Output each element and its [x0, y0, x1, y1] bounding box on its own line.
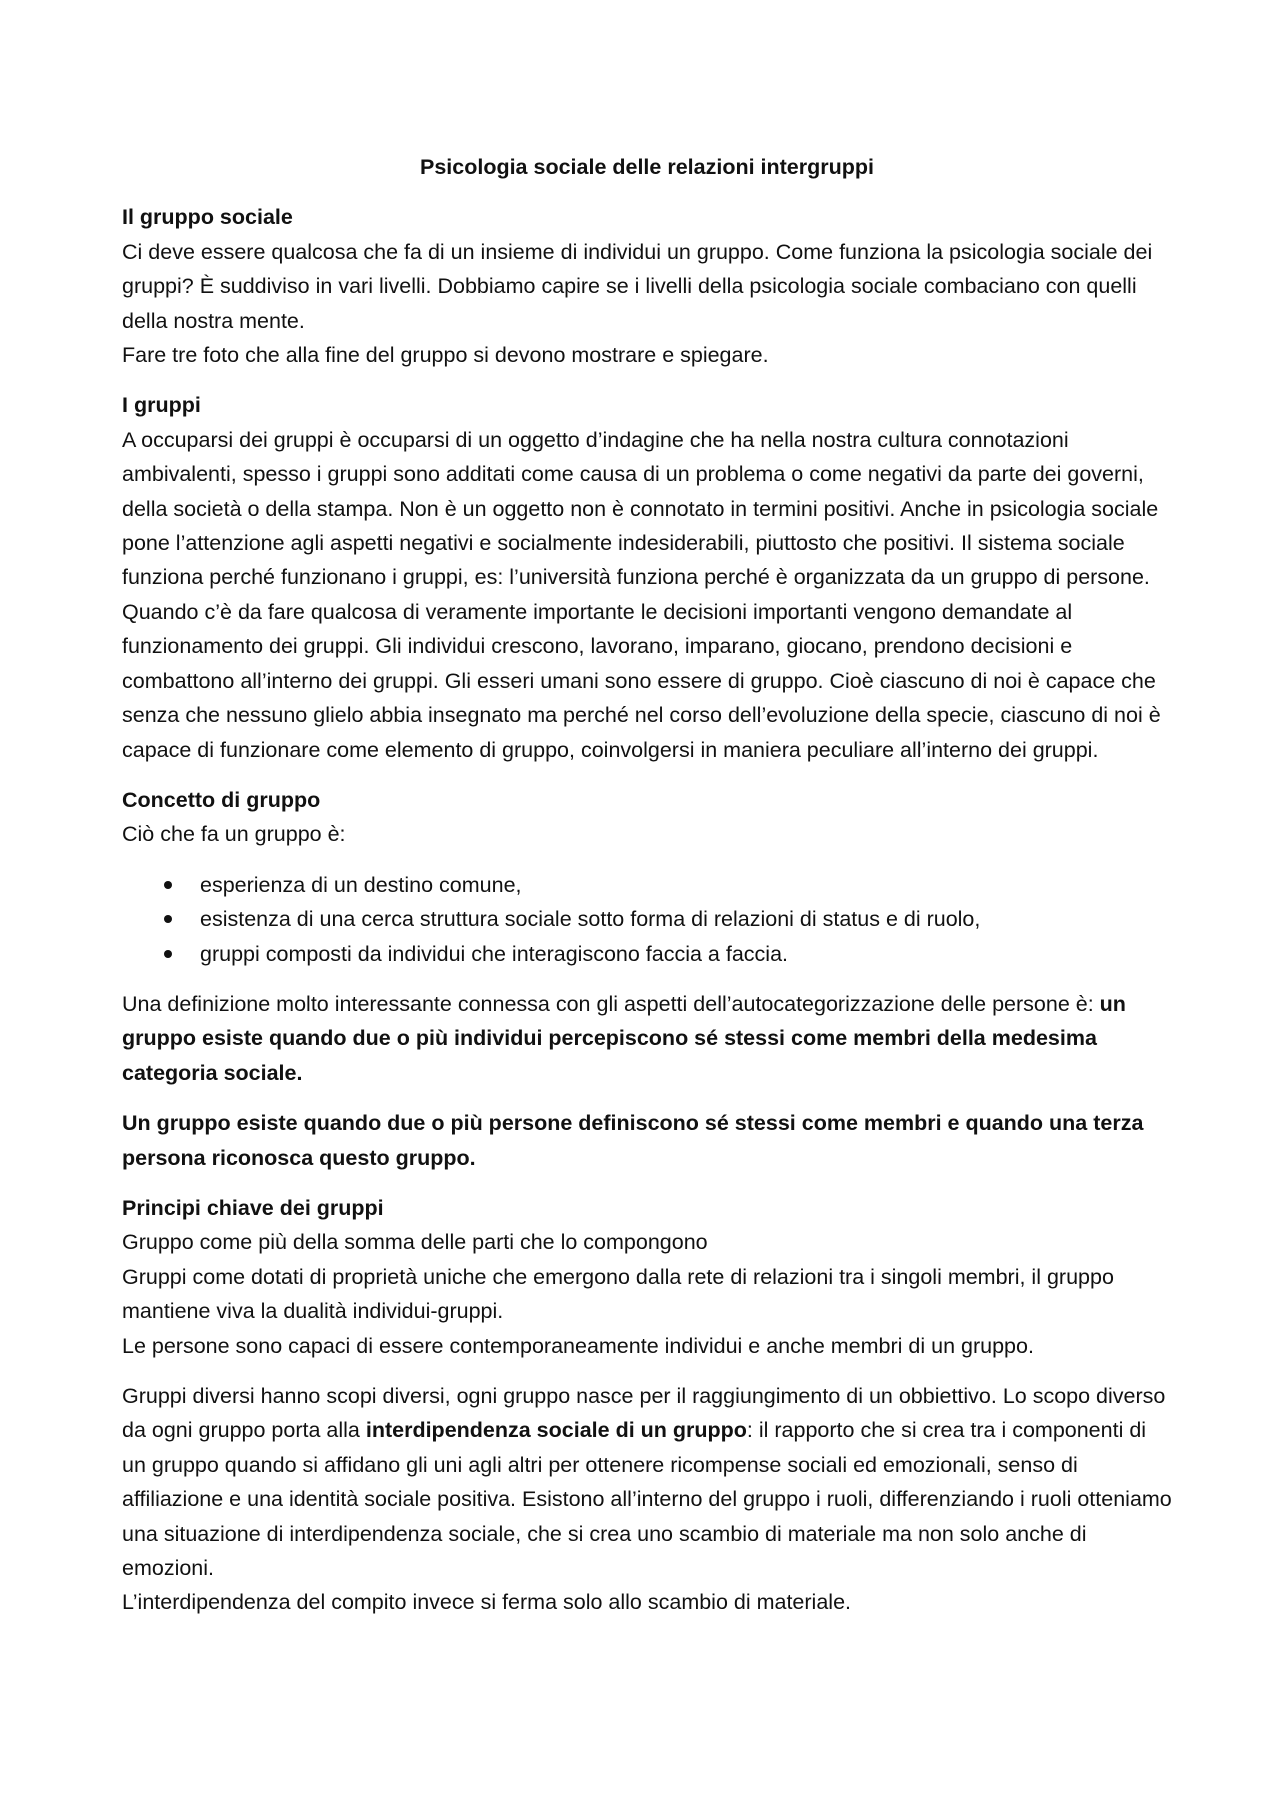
definition-paragraph — [122, 987, 1172, 1090]
section-principi — [122, 1191, 1172, 1363]
paragraph-text: : il rapporto che si crea tra i componenti di un gruppo quando si affidano gli uni agli altri per ottenere ricompense sociali ed emozionali, senso di affiliazione e una identità sociale positiva. Esistono all’interno del gruppo i ruoli, differenziando i ruoli otteniamo una situazione di interdipendenza sociale, che si crea uno scambio di materiale ma non solo anche di emozioni. — [122, 1418, 1172, 1581]
section-gruppi — [122, 388, 1172, 766]
bullet-list — [122, 868, 1172, 971]
paragraph: Gruppo come più della somma delle parti che lo compongono — [122, 1230, 708, 1255]
definition-text: Una definizione molto interessante connessa con gli aspetti dell’autocategorizzazione delle persone è: — [122, 991, 1100, 1016]
paragraph: Ciò che fa un gruppo è: — [122, 822, 346, 847]
paragraph: Ci deve essere qualcosa che fa di un insieme di individui un gruppo. Come funziona la psicologia sociale dei gruppi? È suddiviso in vari livelli. Dobbiamo capire se i livelli della psicologia sociale combaciano con quelli della nostra mente. — [122, 239, 1153, 333]
section-concetto — [122, 783, 1172, 1175]
paragraph: Fare tre foto che alla fine del gruppo si devono mostrare e spiegare. — [122, 343, 769, 368]
paragraph: L’interdipendenza del compito invece si ferma solo allo scambio di materiale. — [122, 1590, 851, 1615]
definition-bold: un gruppo esiste quando due o più individui percepiscono sé stessi come membri della medesima categoria sociale. — [122, 991, 1126, 1085]
list-item: esistenza di una cerca struttura sociale sotto forma di relazioni di status e di ruolo, — [122, 902, 1172, 936]
interdipendenza-paragraph — [122, 1379, 1172, 1585]
section-heading: Principi chiave dei gruppi — [122, 1195, 384, 1220]
list-item: esperienza di un destino comune, — [122, 868, 1172, 902]
section-heading: I gruppi — [122, 393, 201, 418]
paragraph-text: Gruppi diversi hanno scopi diversi, ogni gruppo nasce per il raggiungimento di un obbiettivo. Lo scopo diverso da ogni gruppo porta alla — [122, 1384, 1166, 1443]
bold-text: Un gruppo esiste quando due o più persone definiscono sé stessi come membri e quando una terza persona riconosca questo gruppo. — [122, 1111, 1144, 1170]
document-page — [122, 150, 1172, 1620]
section-heading: Concetto di gruppo — [122, 787, 321, 812]
paragraph: Le persone sono capaci di essere contemporaneamente individui e anche membri di un gruppo. — [122, 1333, 1034, 1358]
interdipendenza-term: interdipendenza sociale di un gruppo — [365, 1418, 747, 1443]
list-item: gruppi composti da individui che interagiscono faccia a faccia. — [122, 937, 1172, 971]
section-heading: Il gruppo sociale — [122, 205, 293, 230]
section-gruppo-sociale — [122, 200, 1172, 372]
document-title: Psicologia sociale delle relazioni intergruppi — [419, 155, 874, 179]
section-interdipendenza — [122, 1379, 1172, 1620]
bold-paragraph — [122, 1106, 1172, 1175]
paragraph: A occuparsi dei gruppi è occuparsi di un oggetto d’indagine che ha nella nostra cultura connotazioni ambivalenti, spesso i gruppi sono additati come causa di un problema o come negativi da parte dei governi, della società o della stampa. Non è un oggetto non è connotato in termini positivi. Anche in psicologia sociale pone l’attenzione agli aspetti negativi e socialmente indesiderabili, piuttosto che positivi. Il sistema sociale funziona perché funzionano i gruppi, es: l’università funziona perché è organizzata da un gruppo di persone. Quando c’è da fare qualcosa di veramente importante le decisioni importanti vengono demandate al funzionamento dei gruppi. Gli individui crescono, lavorano, imparano, giocano, prendono decisioni e combattono all’interno dei gruppi. Gli esseri umani sono essere di gruppo. Cioè ciascuno di noi è capace che senza che nessuno glielo abbia insegnato ma perché nel corso dell’evoluzione della specie, ciascuno di noi è capace di funzionare come elemento di gruppo, coinvolgersi in maniera peculiare all’interno dei gruppi. — [122, 427, 1161, 762]
paragraph: Gruppi come dotati di proprietà uniche che emergono dalla rete di relazioni tra i singoli membri, il gruppo mantiene viva la dualità individui-gruppi. — [122, 1264, 1114, 1324]
